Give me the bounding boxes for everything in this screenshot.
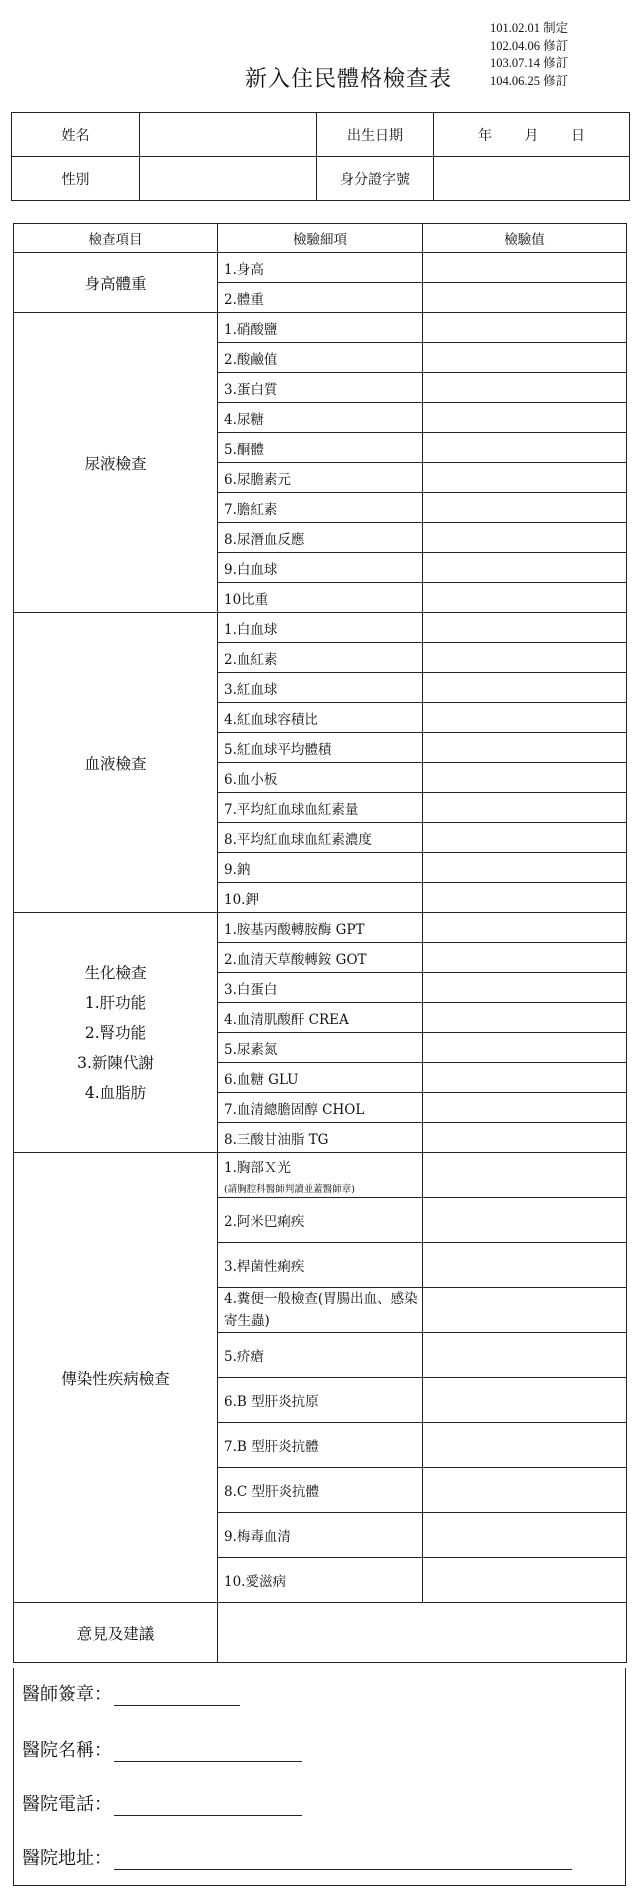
item-label: 5.紅血球平均體積 xyxy=(218,733,423,763)
category-line: 1.肝功能 xyxy=(84,993,147,1012)
item-label: 7.血清總膽固醇 CHOL xyxy=(218,1093,423,1123)
category-line: 4.血脂肪 xyxy=(84,1083,147,1102)
hospital-phone-field[interactable] xyxy=(114,1793,302,1816)
xray-note: (請胸腔科醫師判讀並蓋醫師章) xyxy=(224,1183,355,1195)
value-cell[interactable] xyxy=(423,433,627,463)
hospital-address-label: 醫院地址： xyxy=(22,1848,112,1869)
opinion-field[interactable] xyxy=(218,1603,627,1663)
exam-table xyxy=(13,223,627,1663)
item-label: 7.平均紅血球血紅素量 xyxy=(218,793,423,823)
item-label: 3.白蛋白 xyxy=(218,973,423,1003)
item-label: 1.胺基丙酸轉胺酶 GPT xyxy=(218,913,423,943)
item-label: 10.愛滋病 xyxy=(218,1558,423,1603)
value-cell[interactable] xyxy=(423,913,627,943)
item-label: 1.白血球 xyxy=(218,613,423,643)
doctor-signature-row xyxy=(22,1680,240,1706)
item-label: 3.紅血球 xyxy=(218,673,423,703)
item-label: 6.B 型肝炎抗原 xyxy=(218,1378,423,1423)
header-item: 檢驗細項 xyxy=(218,224,423,253)
value-cell[interactable] xyxy=(423,1153,627,1198)
item-label: 1.硝酸鹽 xyxy=(218,313,423,343)
item-label: 10比重 xyxy=(218,583,423,613)
value-cell[interactable] xyxy=(423,463,627,493)
dob-field[interactable]: 年 月 日 xyxy=(434,113,630,157)
value-cell[interactable] xyxy=(423,943,627,973)
item-label: 4.血清肌酸酐 CREA xyxy=(218,1003,423,1033)
value-cell[interactable] xyxy=(423,1468,627,1513)
item-label: 1.身高 xyxy=(218,253,423,283)
item-label: 2.血清天草酸轉銨 GOT xyxy=(218,943,423,973)
item-label: 8.三酸甘油脂 TG xyxy=(218,1123,423,1153)
name-label: 姓名 xyxy=(12,113,140,157)
item-label: 4.紅血球容積比 xyxy=(218,703,423,733)
item-label: 6.尿膽素元 xyxy=(218,463,423,493)
dob-label: 出生日期 xyxy=(317,113,434,157)
item-label: 8.平均紅血球血紅素濃度 xyxy=(218,823,423,853)
form-title: 新入住民體格檢查表 xyxy=(245,67,453,92)
hospital-name-field[interactable] xyxy=(114,1739,302,1762)
item-label: 8.C 型肝炎抗體 xyxy=(218,1468,423,1513)
item-label: 10.鉀 xyxy=(218,883,423,913)
value-cell[interactable] xyxy=(423,1558,627,1603)
value-cell[interactable] xyxy=(423,1513,627,1558)
value-cell[interactable] xyxy=(423,1003,627,1033)
value-cell[interactable] xyxy=(423,493,627,523)
value-cell[interactable] xyxy=(423,613,627,643)
value-cell[interactable] xyxy=(423,793,627,823)
item-label: 4.糞便一般檢查(胃腸出血、感染寄生蟲) xyxy=(218,1288,423,1333)
category-infectious: 傳染性疾病檢查 xyxy=(14,1153,218,1603)
item-label: 8.尿潛血反應 xyxy=(218,523,423,553)
value-cell[interactable] xyxy=(423,1063,627,1093)
item-label: 9.梅毒血清 xyxy=(218,1513,423,1558)
signature-section xyxy=(13,1668,626,1886)
category-line: 3.新陳代謝 xyxy=(77,1053,154,1072)
value-cell[interactable] xyxy=(423,883,627,913)
value-cell[interactable] xyxy=(423,853,627,883)
revision-line: 103.07.14 修訂 xyxy=(490,56,569,70)
category-biochemistry xyxy=(14,913,218,1153)
value-cell[interactable] xyxy=(423,1198,627,1243)
item-label: 7.膽紅素 xyxy=(218,493,423,523)
value-cell[interactable] xyxy=(423,313,627,343)
hospital-phone-row xyxy=(22,1790,302,1816)
sex-label: 性別 xyxy=(12,157,140,201)
value-cell[interactable] xyxy=(423,1288,627,1333)
item-label: 4.尿糖 xyxy=(218,403,423,433)
item-label: 5.尿素氮 xyxy=(218,1033,423,1063)
value-cell[interactable] xyxy=(423,253,627,283)
item-label: 5.酮體 xyxy=(218,433,423,463)
sex-field[interactable] xyxy=(140,157,317,201)
item-label: 5.疥瘡 xyxy=(218,1333,423,1378)
value-cell[interactable] xyxy=(423,403,627,433)
category-line: 2.腎功能 xyxy=(84,1023,147,1042)
revision-history xyxy=(490,20,568,90)
category-line: 生化檢查 xyxy=(84,963,147,982)
category-height-weight: 身高體重 xyxy=(14,253,218,313)
name-field[interactable] xyxy=(140,113,317,157)
value-cell[interactable] xyxy=(423,973,627,1003)
hospital-name-label: 醫院名稱： xyxy=(22,1740,112,1761)
header-category: 檢查項目 xyxy=(14,224,218,253)
doctor-signature-field[interactable] xyxy=(114,1683,240,1706)
item-label: 2.血紅素 xyxy=(218,643,423,673)
value-cell[interactable] xyxy=(423,283,627,313)
item-label: 3.桿菌性痢疾 xyxy=(218,1243,423,1288)
value-cell[interactable] xyxy=(423,373,627,403)
id-label: 身分證字號 xyxy=(317,157,434,201)
revision-line: 101.02.01 制定 xyxy=(490,21,569,35)
value-cell[interactable] xyxy=(423,1093,627,1123)
item-xray xyxy=(218,1153,423,1198)
category-urine: 尿液檢查 xyxy=(14,313,218,613)
item-label: 6.血小板 xyxy=(218,763,423,793)
value-cell[interactable] xyxy=(423,673,627,703)
value-cell[interactable] xyxy=(423,643,627,673)
item-label: 9.鈉 xyxy=(218,853,423,883)
value-cell[interactable] xyxy=(423,1378,627,1423)
hospital-name-row xyxy=(22,1736,302,1762)
doctor-signature-label: 醫師簽章： xyxy=(22,1684,112,1705)
value-cell[interactable] xyxy=(423,823,627,853)
value-cell[interactable] xyxy=(423,1423,627,1468)
resident-info-table xyxy=(11,112,630,201)
value-cell[interactable] xyxy=(423,343,627,373)
item-label: 7.B 型肝炎抗體 xyxy=(218,1423,423,1468)
revision-line: 102.04.06 修訂 xyxy=(490,38,569,53)
hospital-address-field[interactable] xyxy=(114,1847,572,1870)
value-cell[interactable] xyxy=(423,1243,627,1288)
value-cell[interactable] xyxy=(423,1123,627,1153)
value-cell[interactable] xyxy=(423,703,627,733)
header-value: 檢驗值 xyxy=(423,224,627,253)
hospital-address-row xyxy=(22,1844,572,1870)
item-label: 1.胸部Ｘ光 xyxy=(224,1159,291,1176)
item-label: 2.阿米巴痢疾 xyxy=(218,1198,423,1243)
item-label: 2.酸鹼值 xyxy=(218,343,423,373)
item-label: 3.蛋白質 xyxy=(218,373,423,403)
value-cell[interactable] xyxy=(423,523,627,553)
opinion-label: 意見及建議 xyxy=(14,1603,218,1663)
hospital-phone-label: 醫院電話： xyxy=(22,1794,112,1815)
value-cell[interactable] xyxy=(423,553,627,583)
value-cell[interactable] xyxy=(423,583,627,613)
value-cell[interactable] xyxy=(423,1033,627,1063)
value-cell[interactable] xyxy=(423,763,627,793)
revision-line: 104.06.25 修訂 xyxy=(490,73,569,88)
id-field[interactable] xyxy=(434,157,630,201)
value-cell[interactable] xyxy=(423,1333,627,1378)
value-cell[interactable] xyxy=(423,733,627,763)
item-label: 6.血糖 GLU xyxy=(218,1063,423,1093)
item-label: 2.體重 xyxy=(218,283,423,313)
item-label: 9.白血球 xyxy=(218,553,423,583)
category-blood: 血液檢查 xyxy=(14,613,218,913)
